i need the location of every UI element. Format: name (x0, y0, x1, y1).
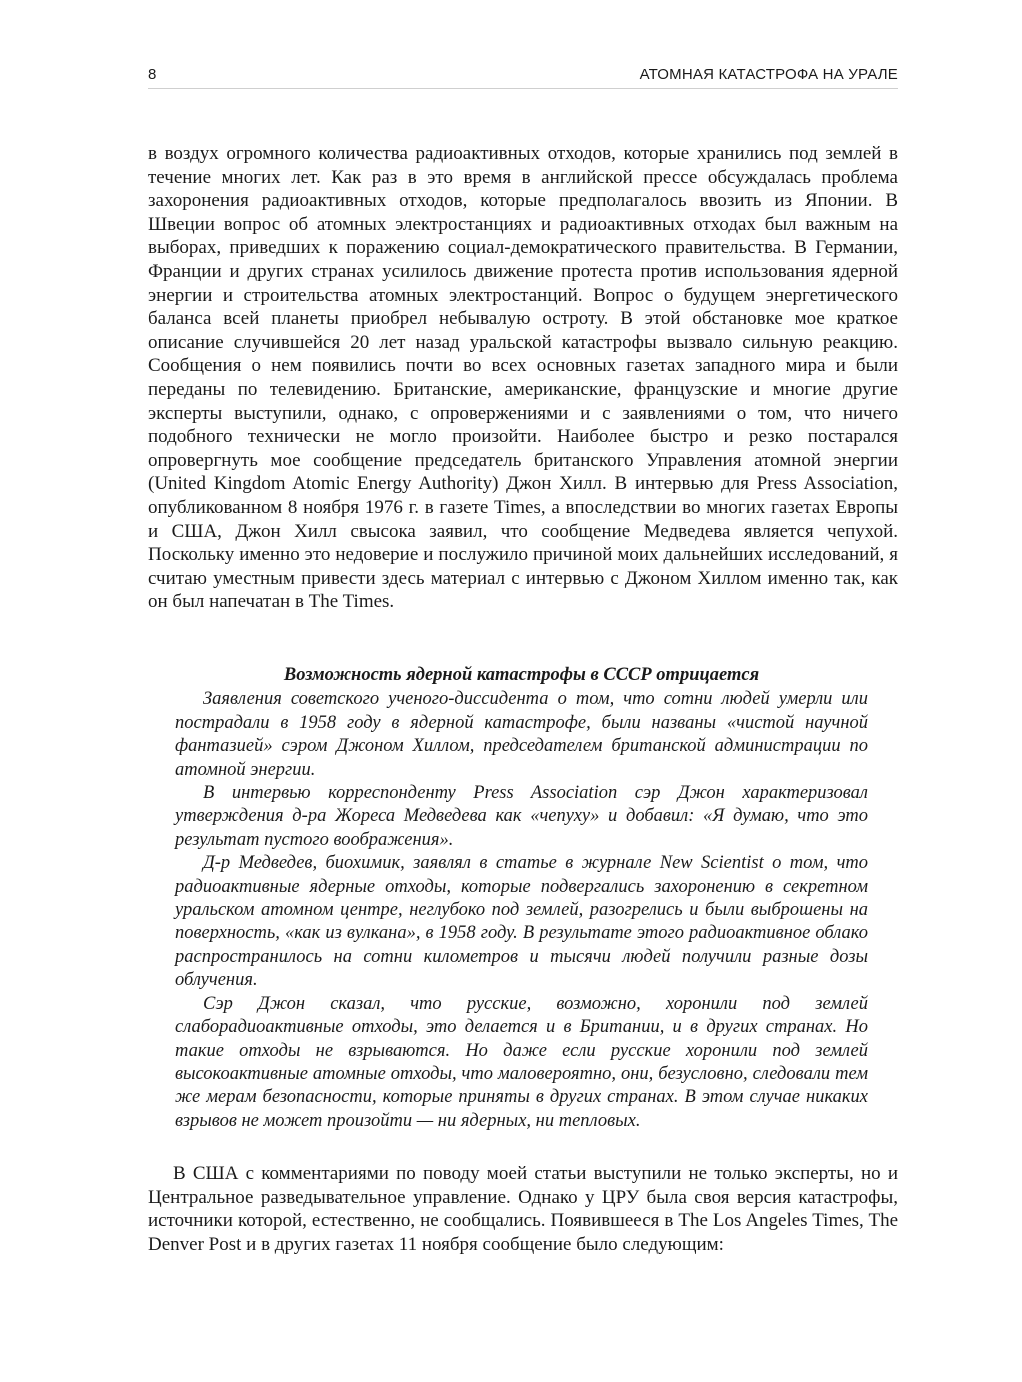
body-paragraph: В США с комментариями по поводу моей статьи выступили не только эксперты, но и Центральное разведывательное управление. Однако у ЦРУ была своя версия катастрофы, источники которой, естественно, не сообщались. Появившееся в The Los Angeles Times, The Denver Post и в других газетах 11 ноября сообщение было следующим: (148, 1163, 898, 1255)
page-header (148, 64, 898, 89)
quoted-paragraph: Сэр Джон сказал, что русские, возможно, хоронили под землей слаборадиоактивные отходы, это делается и в Британии, и в других странах. Но такие отходы не взрываются. Но даже если русские хоронили под землей высокоактивные атомные отходы, что маловероятно, они, безусловно, следовали тем же мерам безопасности, которые приняты в других странах. В этом случае никаких взрывов не может произойти — ни ядерных, ни тепловых. (175, 993, 868, 1131)
quoted-paragraph: Заявления советского ученого-диссидента о том, что сотни людей умерли или пострадали в 1958 году в ядерной катастрофе, были названы «чистой научной фантазией» сэром Джоном Хиллом, председателем британской администрации по атомной энергии. (175, 689, 868, 780)
running-title: АТОМНАЯ КАТАСТРОФА НА УРАЛЕ (639, 66, 898, 83)
quoted-paragraph: Д-р Медведев, биохимик, заявлял в статье в журнале New Scientist о том, что радиоактивные ядерные отходы, которые подвергались захоронению в секретном уральском атомном центре, неглубоко под землей, разогрелись и были выброшены на поверхность, «как из вулкана», в 1958 году. В результате этого радиоактивное облако распространилось на сотни километров и тысячи людей получили разные дозы облучения. (175, 853, 868, 991)
page-number: 8 (148, 66, 157, 83)
quoted-paragraph: В интервью корреспонденту Press Association сэр Джон характеризовал утверждения д-ра Жореса Медведева как «чепуху» и добавил: «Я думаю, что это результат пустого воображения». (175, 783, 868, 850)
quoted-article-title: Возможность ядерной катастрофы в СССР отрицается (283, 665, 760, 685)
quoted-article (175, 664, 868, 1133)
body-paragraph: в воздух огромного количества радиоактивных отходов, которые хранились под землей в течение многих лет. Как раз в это время в английской прессе обсуждалась проблема захоронения радиоактивных отходов, которые предполагалось ввозить из Японии. В Швеции вопрос об атомных электростанциях и радиоактивных отходах был важным на выборах, приведших к поражению социал-демократического правительства. В Германии, Франции и других странах усилилось движение протеста против использования ядерной энергии и строительства атомных электростанций. Вопрос о будущем энергетического баланса всей планеты приобрел небывалую остроту. В этой обстановке мое краткое описание случившейся 20 лет назад уральской катастрофы вызвало сильную реакцию. Сообщения о нем появились почти во всех основных газетах западного мира и были переданы по телевидению. Британские, американские, французские и многие другие эксперты выступили, однако, с опровержениями и с заявлениями о том, что ничего подобного технически не могло произойти. Наиболее быстро и резко постарался опровергнуть мое сообщение председатель британского Управления атомной энергии (United Kingdom Atomic Energy Authority) Джон Хилл. В интервью для Press Association, опубликованном 8 ноября 1976 г. в газете Times, а впоследствии во многих газетах Европы и США, Джон Хилл свысока заявил, что сообщение Медведева является чепухой. Поскольку именно это недоверие и послужило причиной моих дальнейших исследований, я считаю уместным привести здесь материал с интервью с Джоном Хиллом именно так, как он был напечатан в The Times. (148, 143, 898, 613)
